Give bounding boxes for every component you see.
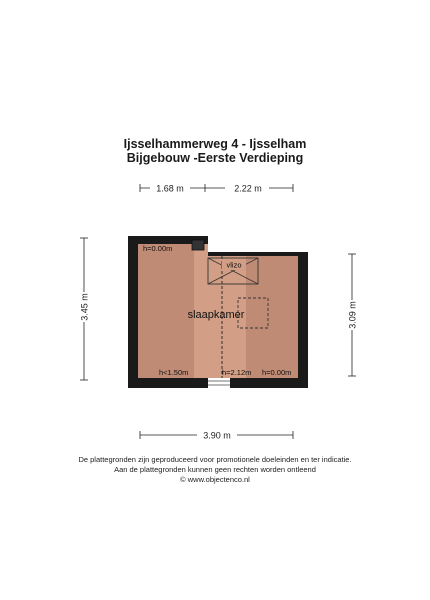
dim-top-left: 1.68 m [156, 183, 184, 194]
room-name: slaapkamer [187, 309, 245, 321]
dim-left: 3.45 m [79, 293, 90, 321]
chimney-shape [192, 240, 204, 250]
height-bottom-right: h=0.00m [262, 368, 292, 377]
floor-title: Bijgebouw -Eerste Verdieping [126, 151, 304, 165]
skylight-label: vlizo [226, 260, 242, 270]
dimension-right [346, 254, 358, 376]
height-bottom-left: h<1.50m [159, 368, 189, 377]
height-bottom-mid: h=2.12m [222, 368, 252, 377]
dimension-left [78, 238, 90, 380]
dim-top-right: 2.22 m [234, 183, 262, 194]
dimension-bottom [140, 429, 293, 441]
disclaimer-line-1: De plattegronden zijn geproduceerd voor promotionele doeleinden en ter indicatie. [78, 455, 352, 464]
disclaimer-copyright: © www.objectenco.nl [180, 475, 250, 484]
dim-right: 3.09 m [347, 301, 358, 329]
door-opening [208, 378, 230, 388]
dimension-top [140, 182, 293, 194]
disclaimer-line-2: Aan de plattegronden kunnen geen rechten worden ontleend [114, 465, 316, 474]
address-title: Ijsselhammerweg 4 - Ijsselham [123, 137, 307, 151]
height-top-left: h=0.00m [143, 244, 173, 253]
dim-bottom: 3.90 m [203, 430, 231, 441]
